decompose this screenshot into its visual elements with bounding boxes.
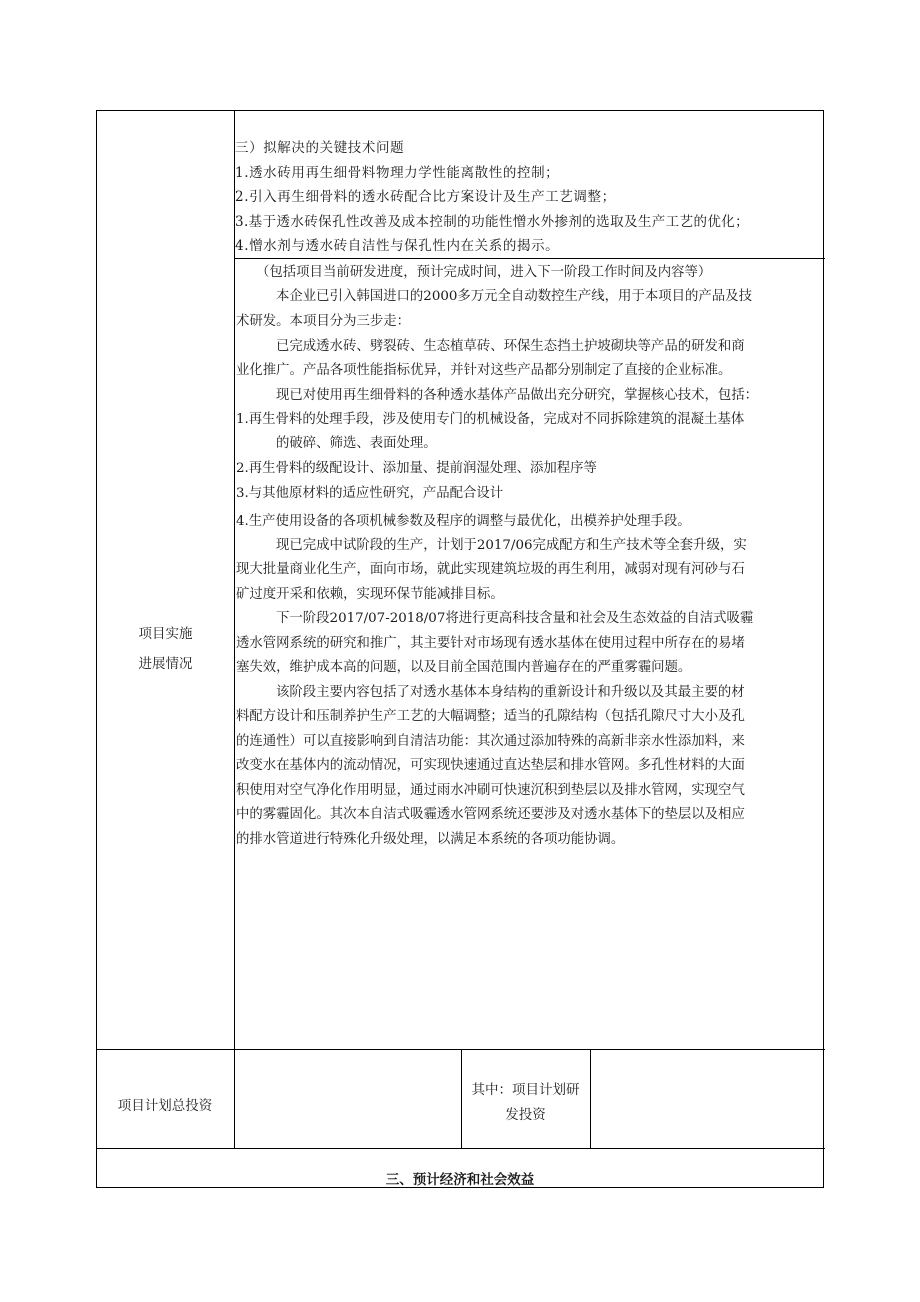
progress-label — [97, 619, 234, 679]
progress-line: 现大批量商业化生产，面向市场，就此实现建筑垃圾的再生利用，减弱对现有河砂与石 — [236, 562, 745, 577]
progress-line: 塞失效，维护成本高的问题，以及目前全国范围内普遍存在的严重雾霾问题。 — [236, 660, 692, 675]
rd-investment-label-line: 发投资 — [505, 1107, 546, 1123]
progress-line: 透水管网系统的研究和推广，其主要针对市场现有透水基体在使用过程中所存在的易堵 — [236, 636, 745, 651]
progress-line: 的排水管道进行特殊化升级处理，以满足本系统的各项功能协调。 — [236, 832, 625, 847]
key-problem-item: 4.憎水剂与透水砖自洁性与保孔性内在关系的揭示。 — [235, 238, 560, 254]
rd-investment-label — [461, 1078, 590, 1128]
progress-line: 的连通性）可以直接影响到自清洁功能：其次通过添加特殊的高新非亲水性添加料，来 — [236, 734, 745, 749]
progress-line: 该阶段主要内容包括了对透水基体本身结构的重新设计和升级以及其最主要的材 — [276, 685, 745, 700]
section-title: 三、预计经济和社会效益 — [385, 1172, 535, 1188]
key-problem-item: 1.透水砖用再生细骨料物理力学性能离散性的控制； — [235, 165, 560, 181]
column-divider — [590, 1049, 591, 1148]
progress-line: 本企业已引入韩国进口的2000多万元全自动数控生产线，用于本项目的产品及技 — [276, 289, 752, 304]
key-problems-heading: 三）拟解决的关键技术问题 — [235, 140, 405, 156]
total-investment-label: 项目计划总投资 — [117, 1098, 213, 1114]
progress-line: 中的雾霾固化。其次本自洁式吸霾透水管网系统还要涉及对透水基体下的垫层以及相应 — [236, 807, 745, 822]
progress-line: 矿过度开采和依赖，实现环保节能减排目标。 — [236, 587, 504, 602]
rd-investment-label-line: 其中：项目计划研 — [471, 1082, 580, 1098]
progress-line: 现已对使用再生细骨料的各种透水基体产品做出充分研究，掌握核心技术，包括： — [276, 388, 759, 403]
progress-line: （包括项目当前研发进度，预计完成时间，进入下一阶段工作时间及内容等） — [256, 265, 712, 280]
progress-line: 料配方设计和压制养护生产工艺的大幅调整；适当的孔隙结构（包括孔隙尺寸大小及孔 — [236, 709, 745, 724]
progress-label-line: 进展情况 — [138, 656, 193, 672]
key-problem-item: 2.引入再生细骨料的透水砖配合比方案设计及生产工艺调整； — [235, 189, 616, 205]
progress-line: 下一阶段2017/07-2018/07将进行更高科技含量和社会及生态效益的自洁式吸霾 — [276, 611, 754, 626]
progress-line: 术研发。本项目分为三步走： — [236, 314, 411, 329]
progress-line: 已完成透水砖、劈裂砖、生态植草砖、环保生态挡土护坡砌块等产品的研发和商 — [276, 339, 745, 354]
progress-line: 3.与其他原材料的适应性研究，产品配合设计 — [236, 486, 504, 501]
progress-label-line: 项目实施 — [138, 626, 193, 642]
progress-line: 的破碎、筛选、表面处理。 — [276, 436, 437, 451]
key-problem-item: 3.基于透水砖保孔性改善及成本控制的功能性憎水外掺剂的选取及生产工艺的优化； — [235, 214, 750, 230]
progress-line: 4.生产使用设备的各项机械参数及程序的调整与最优化，出模养护处理手段。 — [236, 514, 691, 529]
progress-line: 积使用对空气净化作用明显，通过雨水冲刷可快速沉积到垫层以及排水管网，实现空气 — [236, 783, 745, 798]
row-divider — [97, 1148, 825, 1149]
progress-line: 业化推广。产品各项性能指标优异，并针对这些产品都分别制定了直接的企业标准。 — [236, 363, 732, 378]
progress-line: 改变水在基体内的流动情况，可实现快速通过直达垫层和排水管网。多孔性材料的大面 — [236, 758, 745, 773]
progress-line: 1.再生骨料的处理手段，涉及使用专门的机械设备，完成对不同拆除建筑的混凝土基体 — [236, 412, 745, 427]
progress-line: 2.再生骨料的级配设计、添加量、提前润湿处理、添加程序等 — [236, 461, 597, 476]
row-divider — [234, 258, 825, 259]
column-divider — [234, 111, 235, 1148]
progress-line: 现已完成中试阶段的生产，计划于2017/06完成配方和生产技术等全套升级，实 — [276, 538, 747, 553]
